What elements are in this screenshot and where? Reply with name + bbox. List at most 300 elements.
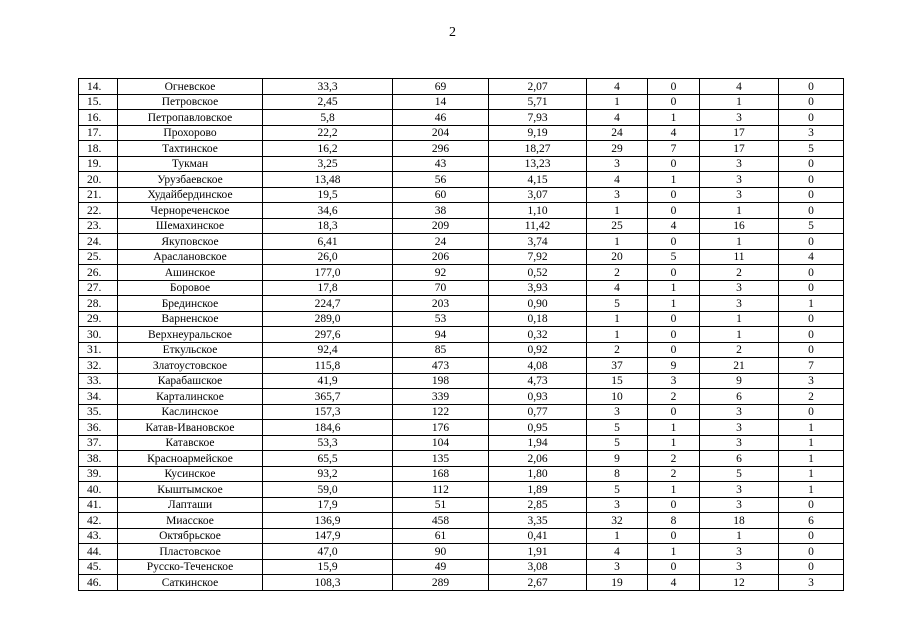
- row-number: 34.: [79, 389, 118, 405]
- count-value: 90: [393, 544, 489, 560]
- district-name: Кусинское: [118, 466, 263, 482]
- table-row: [79, 141, 844, 157]
- col-a-value: 1: [648, 110, 700, 126]
- col-b-value: 21: [700, 358, 779, 374]
- count-value: 70: [393, 280, 489, 296]
- district-name: Чернореченское: [118, 203, 263, 219]
- col-a-value: 3: [648, 373, 700, 389]
- row-number: 45.: [79, 559, 118, 575]
- col-b-value: 16: [700, 218, 779, 234]
- table-row: [79, 327, 844, 343]
- density-value: 0,93: [489, 389, 587, 405]
- col-b-value: 3: [700, 497, 779, 513]
- col-b-value: 4: [700, 79, 779, 95]
- col-b-value: 1: [700, 234, 779, 250]
- col-a-value: 4: [648, 125, 700, 141]
- col-b-value: 2: [700, 265, 779, 281]
- count-value: 38: [393, 203, 489, 219]
- density-value: 3,93: [489, 280, 587, 296]
- col-c-value: 0: [779, 559, 844, 575]
- col-a-value: 0: [648, 342, 700, 358]
- density-value: 1,94: [489, 435, 587, 451]
- density-value: 4,08: [489, 358, 587, 374]
- table-row: [79, 342, 844, 358]
- table-row: [79, 187, 844, 203]
- density-value: 2,07: [489, 79, 587, 95]
- district-name: Лапташи: [118, 497, 263, 513]
- col-b-value: 18: [700, 513, 779, 529]
- table-row: [79, 311, 844, 327]
- density-value: 4,15: [489, 172, 587, 188]
- data-table: [78, 78, 844, 591]
- area-value: 41,9: [263, 373, 393, 389]
- density-value: 0,32: [489, 327, 587, 343]
- density-value: 0,90: [489, 296, 587, 312]
- table-row: [79, 125, 844, 141]
- col-a-value: 0: [648, 559, 700, 575]
- row-number: 18.: [79, 141, 118, 157]
- count-value: 14: [393, 94, 489, 110]
- col-a-value: 0: [648, 156, 700, 172]
- table-row: [79, 156, 844, 172]
- col-c-value: 1: [779, 296, 844, 312]
- count-value: 104: [393, 435, 489, 451]
- col-b-value: 3: [700, 156, 779, 172]
- density-value: 0,41: [489, 528, 587, 544]
- col-b-value: 3: [700, 420, 779, 436]
- col-a-value: 0: [648, 79, 700, 95]
- area-value: 16,2: [263, 141, 393, 157]
- count-value: 51: [393, 497, 489, 513]
- area-value: 136,9: [263, 513, 393, 529]
- count-value: 122: [393, 404, 489, 420]
- table-row: [79, 528, 844, 544]
- density-value: 7,93: [489, 110, 587, 126]
- table-row: [79, 110, 844, 126]
- area-value: 93,2: [263, 466, 393, 482]
- col-c-value: 0: [779, 172, 844, 188]
- count-value: 206: [393, 249, 489, 265]
- count-value: 53: [393, 311, 489, 327]
- total-value: 4: [587, 79, 648, 95]
- area-value: 17,8: [263, 280, 393, 296]
- col-c-value: 0: [779, 342, 844, 358]
- district-name: Худайбердинское: [118, 187, 263, 203]
- col-c-value: 0: [779, 203, 844, 219]
- count-value: 176: [393, 420, 489, 436]
- count-value: 168: [393, 466, 489, 482]
- col-c-value: 1: [779, 482, 844, 498]
- district-name: Урузбаевское: [118, 172, 263, 188]
- table-row: [79, 544, 844, 560]
- row-number: 40.: [79, 482, 118, 498]
- count-value: 94: [393, 327, 489, 343]
- district-name: Кыштымское: [118, 482, 263, 498]
- area-value: 177,0: [263, 265, 393, 281]
- total-value: 1: [587, 234, 648, 250]
- table-row: [79, 404, 844, 420]
- col-b-value: 3: [700, 296, 779, 312]
- total-value: 8: [587, 466, 648, 482]
- count-value: 339: [393, 389, 489, 405]
- table-row: [79, 420, 844, 436]
- col-b-value: 3: [700, 404, 779, 420]
- col-c-value: 1: [779, 451, 844, 467]
- total-value: 29: [587, 141, 648, 157]
- row-number: 41.: [79, 497, 118, 513]
- table-row: [79, 249, 844, 265]
- row-number: 17.: [79, 125, 118, 141]
- district-name: Араслановское: [118, 249, 263, 265]
- table-row: [79, 575, 844, 591]
- col-a-value: 1: [648, 544, 700, 560]
- table-row: [79, 435, 844, 451]
- table-row: [79, 358, 844, 374]
- col-c-value: 7: [779, 358, 844, 374]
- total-value: 1: [587, 94, 648, 110]
- density-value: 1,91: [489, 544, 587, 560]
- col-a-value: 0: [648, 404, 700, 420]
- row-number: 28.: [79, 296, 118, 312]
- district-name: Ашинское: [118, 265, 263, 281]
- table-row: [79, 373, 844, 389]
- row-number: 30.: [79, 327, 118, 343]
- col-b-value: 3: [700, 482, 779, 498]
- col-c-value: 0: [779, 544, 844, 560]
- count-value: 198: [393, 373, 489, 389]
- table-row: [79, 218, 844, 234]
- area-value: 92,4: [263, 342, 393, 358]
- col-a-value: 2: [648, 389, 700, 405]
- district-name: Верхнеуральское: [118, 327, 263, 343]
- area-value: 18,3: [263, 218, 393, 234]
- col-c-value: 0: [779, 311, 844, 327]
- district-name: Еткульское: [118, 342, 263, 358]
- total-value: 19: [587, 575, 648, 591]
- area-value: 33,3: [263, 79, 393, 95]
- table-row: [79, 497, 844, 513]
- col-c-value: 2: [779, 389, 844, 405]
- row-number: 26.: [79, 265, 118, 281]
- area-value: 147,9: [263, 528, 393, 544]
- area-value: 6,41: [263, 234, 393, 250]
- area-value: 59,0: [263, 482, 393, 498]
- col-a-value: 0: [648, 94, 700, 110]
- total-value: 10: [587, 389, 648, 405]
- district-name: Карабашское: [118, 373, 263, 389]
- col-c-value: 5: [779, 141, 844, 157]
- col-a-value: 1: [648, 296, 700, 312]
- row-number: 16.: [79, 110, 118, 126]
- col-c-value: 0: [779, 265, 844, 281]
- row-number: 27.: [79, 280, 118, 296]
- area-value: 65,5: [263, 451, 393, 467]
- col-b-value: 3: [700, 544, 779, 560]
- density-value: 2,67: [489, 575, 587, 591]
- col-c-value: 4: [779, 249, 844, 265]
- table-row: [79, 280, 844, 296]
- row-number: 15.: [79, 94, 118, 110]
- col-b-value: 6: [700, 389, 779, 405]
- col-c-value: 0: [779, 94, 844, 110]
- total-value: 4: [587, 172, 648, 188]
- table-row: [79, 234, 844, 250]
- density-value: 3,35: [489, 513, 587, 529]
- total-value: 3: [587, 404, 648, 420]
- table-row: [79, 94, 844, 110]
- col-c-value: 0: [779, 280, 844, 296]
- col-c-value: 1: [779, 420, 844, 436]
- count-value: 92: [393, 265, 489, 281]
- density-value: 3,74: [489, 234, 587, 250]
- table-row: [79, 389, 844, 405]
- col-b-value: 1: [700, 311, 779, 327]
- table-row: [79, 482, 844, 498]
- density-value: 3,08: [489, 559, 587, 575]
- col-a-value: 0: [648, 265, 700, 281]
- col-b-value: 1: [700, 327, 779, 343]
- density-value: 9,19: [489, 125, 587, 141]
- count-value: 458: [393, 513, 489, 529]
- area-value: 289,0: [263, 311, 393, 327]
- col-c-value: 3: [779, 373, 844, 389]
- count-value: 135: [393, 451, 489, 467]
- area-value: 19,5: [263, 187, 393, 203]
- table-row: [79, 296, 844, 312]
- col-b-value: 3: [700, 435, 779, 451]
- row-number: 36.: [79, 420, 118, 436]
- area-value: 224,7: [263, 296, 393, 312]
- area-value: 22,2: [263, 125, 393, 141]
- row-number: 42.: [79, 513, 118, 529]
- area-value: 108,3: [263, 575, 393, 591]
- district-name: Прохорово: [118, 125, 263, 141]
- row-number: 38.: [79, 451, 118, 467]
- row-number: 33.: [79, 373, 118, 389]
- row-number: 37.: [79, 435, 118, 451]
- density-value: 3,07: [489, 187, 587, 203]
- district-name: Петровское: [118, 94, 263, 110]
- density-value: 1,10: [489, 203, 587, 219]
- col-c-value: 0: [779, 497, 844, 513]
- col-c-value: 0: [779, 79, 844, 95]
- total-value: 1: [587, 327, 648, 343]
- total-value: 15: [587, 373, 648, 389]
- col-a-value: 0: [648, 311, 700, 327]
- col-a-value: 4: [648, 575, 700, 591]
- row-number: 23.: [79, 218, 118, 234]
- col-c-value: 0: [779, 156, 844, 172]
- district-name: Тахтинское: [118, 141, 263, 157]
- col-b-value: 9: [700, 373, 779, 389]
- page-number: 2: [449, 25, 456, 40]
- row-number: 32.: [79, 358, 118, 374]
- col-c-value: 1: [779, 435, 844, 451]
- total-value: 5: [587, 435, 648, 451]
- col-b-value: 11: [700, 249, 779, 265]
- col-c-value: 0: [779, 327, 844, 343]
- table-row: [79, 203, 844, 219]
- count-value: 473: [393, 358, 489, 374]
- table-row: [79, 559, 844, 575]
- total-value: 37: [587, 358, 648, 374]
- density-value: 13,23: [489, 156, 587, 172]
- count-value: 43: [393, 156, 489, 172]
- col-a-value: 0: [648, 327, 700, 343]
- district-name: Катав-Ивановское: [118, 420, 263, 436]
- col-b-value: 3: [700, 172, 779, 188]
- density-value: 0,92: [489, 342, 587, 358]
- row-number: 29.: [79, 311, 118, 327]
- col-a-value: 0: [648, 234, 700, 250]
- total-value: 1: [587, 311, 648, 327]
- count-value: 296: [393, 141, 489, 157]
- count-value: 85: [393, 342, 489, 358]
- density-value: 1,80: [489, 466, 587, 482]
- total-value: 3: [587, 187, 648, 203]
- area-value: 15,9: [263, 559, 393, 575]
- district-name: Петропавловское: [118, 110, 263, 126]
- col-c-value: 0: [779, 110, 844, 126]
- col-a-value: 9: [648, 358, 700, 374]
- density-value: 18,27: [489, 141, 587, 157]
- table-row: [79, 513, 844, 529]
- density-value: 0,77: [489, 404, 587, 420]
- density-value: 2,85: [489, 497, 587, 513]
- count-value: 204: [393, 125, 489, 141]
- district-name: Катавское: [118, 435, 263, 451]
- row-number: 39.: [79, 466, 118, 482]
- area-value: 297,6: [263, 327, 393, 343]
- area-value: 5,8: [263, 110, 393, 126]
- row-number: 19.: [79, 156, 118, 172]
- count-value: 60: [393, 187, 489, 203]
- col-a-value: 1: [648, 482, 700, 498]
- density-value: 0,95: [489, 420, 587, 436]
- col-a-value: 1: [648, 280, 700, 296]
- col-a-value: 1: [648, 420, 700, 436]
- count-value: 56: [393, 172, 489, 188]
- total-value: 1: [587, 203, 648, 219]
- row-number: 25.: [79, 249, 118, 265]
- total-value: 4: [587, 544, 648, 560]
- count-value: 209: [393, 218, 489, 234]
- col-b-value: 1: [700, 528, 779, 544]
- row-number: 31.: [79, 342, 118, 358]
- count-value: 24: [393, 234, 489, 250]
- row-number: 44.: [79, 544, 118, 560]
- col-a-value: 1: [648, 435, 700, 451]
- area-value: 47,0: [263, 544, 393, 560]
- table-row: [79, 172, 844, 188]
- col-b-value: 1: [700, 203, 779, 219]
- row-number: 14.: [79, 79, 118, 95]
- col-a-value: 0: [648, 187, 700, 203]
- district-name: Каслинское: [118, 404, 263, 420]
- area-value: 3,25: [263, 156, 393, 172]
- col-a-value: 5: [648, 249, 700, 265]
- col-a-value: 4: [648, 218, 700, 234]
- col-b-value: 3: [700, 187, 779, 203]
- district-name: Якуповское: [118, 234, 263, 250]
- col-b-value: 1: [700, 94, 779, 110]
- area-value: 13,48: [263, 172, 393, 188]
- density-value: 1,89: [489, 482, 587, 498]
- row-number: 21.: [79, 187, 118, 203]
- col-a-value: 0: [648, 203, 700, 219]
- district-name: Пластовское: [118, 544, 263, 560]
- total-value: 5: [587, 420, 648, 436]
- density-value: 0,18: [489, 311, 587, 327]
- district-name: Октябрьское: [118, 528, 263, 544]
- area-value: 184,6: [263, 420, 393, 436]
- total-value: 24: [587, 125, 648, 141]
- district-name: Миасское: [118, 513, 263, 529]
- total-value: 5: [587, 482, 648, 498]
- row-number: 24.: [79, 234, 118, 250]
- col-b-value: 17: [700, 125, 779, 141]
- table-row: [79, 265, 844, 281]
- col-a-value: 7: [648, 141, 700, 157]
- total-value: 9: [587, 451, 648, 467]
- col-b-value: 3: [700, 280, 779, 296]
- district-name: Брединское: [118, 296, 263, 312]
- col-b-value: 17: [700, 141, 779, 157]
- density-value: 7,92: [489, 249, 587, 265]
- col-c-value: 3: [779, 575, 844, 591]
- total-value: 3: [587, 156, 648, 172]
- table-row: [79, 451, 844, 467]
- total-value: 32: [587, 513, 648, 529]
- col-b-value: 2: [700, 342, 779, 358]
- density-value: 4,73: [489, 373, 587, 389]
- district-name: Красноармейское: [118, 451, 263, 467]
- district-name: Русско-Теченское: [118, 559, 263, 575]
- count-value: 112: [393, 482, 489, 498]
- count-value: 46: [393, 110, 489, 126]
- total-value: 2: [587, 342, 648, 358]
- col-c-value: 1: [779, 466, 844, 482]
- district-name: Карталинское: [118, 389, 263, 405]
- col-c-value: 6: [779, 513, 844, 529]
- col-c-value: 0: [779, 404, 844, 420]
- total-value: 4: [587, 280, 648, 296]
- district-name: Огневское: [118, 79, 263, 95]
- count-value: 203: [393, 296, 489, 312]
- total-value: 20: [587, 249, 648, 265]
- total-value: 3: [587, 559, 648, 575]
- col-a-value: 2: [648, 466, 700, 482]
- table-row: [79, 79, 844, 95]
- district-name: Златоустовское: [118, 358, 263, 374]
- area-value: 115,8: [263, 358, 393, 374]
- col-a-value: 0: [648, 528, 700, 544]
- count-value: 289: [393, 575, 489, 591]
- table-row: [79, 466, 844, 482]
- area-value: 157,3: [263, 404, 393, 420]
- district-name: Тукман: [118, 156, 263, 172]
- total-value: 3: [587, 497, 648, 513]
- row-number: 46.: [79, 575, 118, 591]
- total-value: 2: [587, 265, 648, 281]
- col-b-value: 3: [700, 559, 779, 575]
- col-b-value: 12: [700, 575, 779, 591]
- count-value: 49: [393, 559, 489, 575]
- col-a-value: 1: [648, 172, 700, 188]
- total-value: 5: [587, 296, 648, 312]
- col-c-value: 5: [779, 218, 844, 234]
- total-value: 4: [587, 110, 648, 126]
